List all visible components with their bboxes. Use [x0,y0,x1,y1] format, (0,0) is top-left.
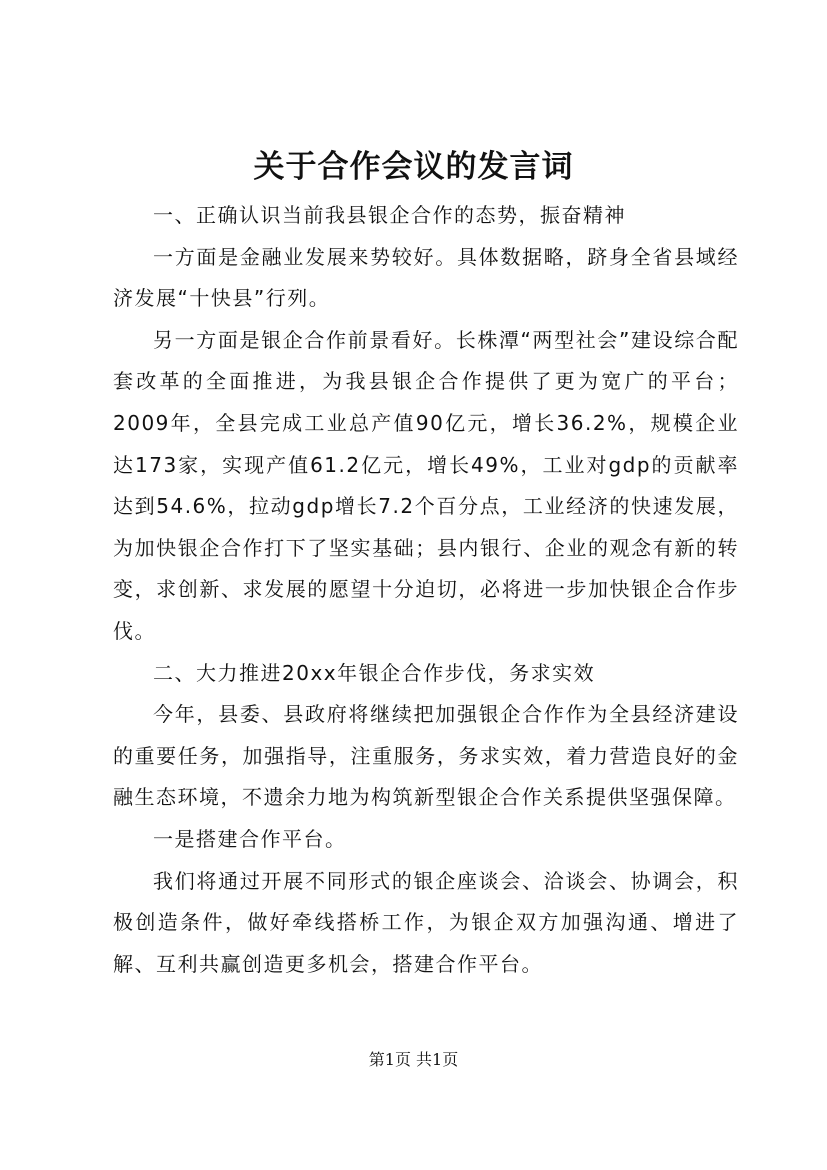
page-footer: 第1页 共1页 [368,1050,459,1069]
body-paragraph: 一是搭建合作平台。 [153,826,347,851]
body-paragraph: 今年，县委、县政府将继续把加强银企合作作为全县经济建设的重要任务，加强指导，注重服务，务求实效，着力营造良好的金融生态环境，不遗余力地为构筑新型银企合作关系提供坚强保障。 [113,702,739,810]
document-body [113,195,739,985]
section-heading-1: 一、正确认识当前我县银企合作的态势，振奋精神 [153,203,626,227]
body-paragraph: 另一方面是银企合作前景看好。长株潭“两型社会”建设综合配套改革的全面推进，为我县银企合作提供了更为宽广的平台；2009年，全县完成工业总产值90亿元，增长36.2%，规模企业达173家，实现产值61.2亿元，增长49%，工业对gdp的贡献率达到54.6%，拉动gdp增长7.2个百分点，工业经济的快速发展，为加快银企合作打下了坚实基础；县内银行、企业的观念有新的转变，求创新、求发展的愿望十分迫切，必将进一步加快银企合作步伐。 [113,327,739,643]
document-title: 关于合作会议的发言词 [253,149,574,185]
section-heading-2: 二、大力推进20xx年银企合作步伐，务求实效 [153,660,596,685]
body-paragraph: 一方面是金融业发展来势较好。具体数据略，跻身全省县域经济发展“十快县”行列。 [113,244,739,311]
body-paragraph: 我们将通过开展不同形式的银企座谈会、洽谈会、协调会，积极创造条件，做好牵线搭桥工作，为银企双方加强沟通、增进了解、互利共赢创造更多机会，搭建合作平台。 [113,868,739,976]
